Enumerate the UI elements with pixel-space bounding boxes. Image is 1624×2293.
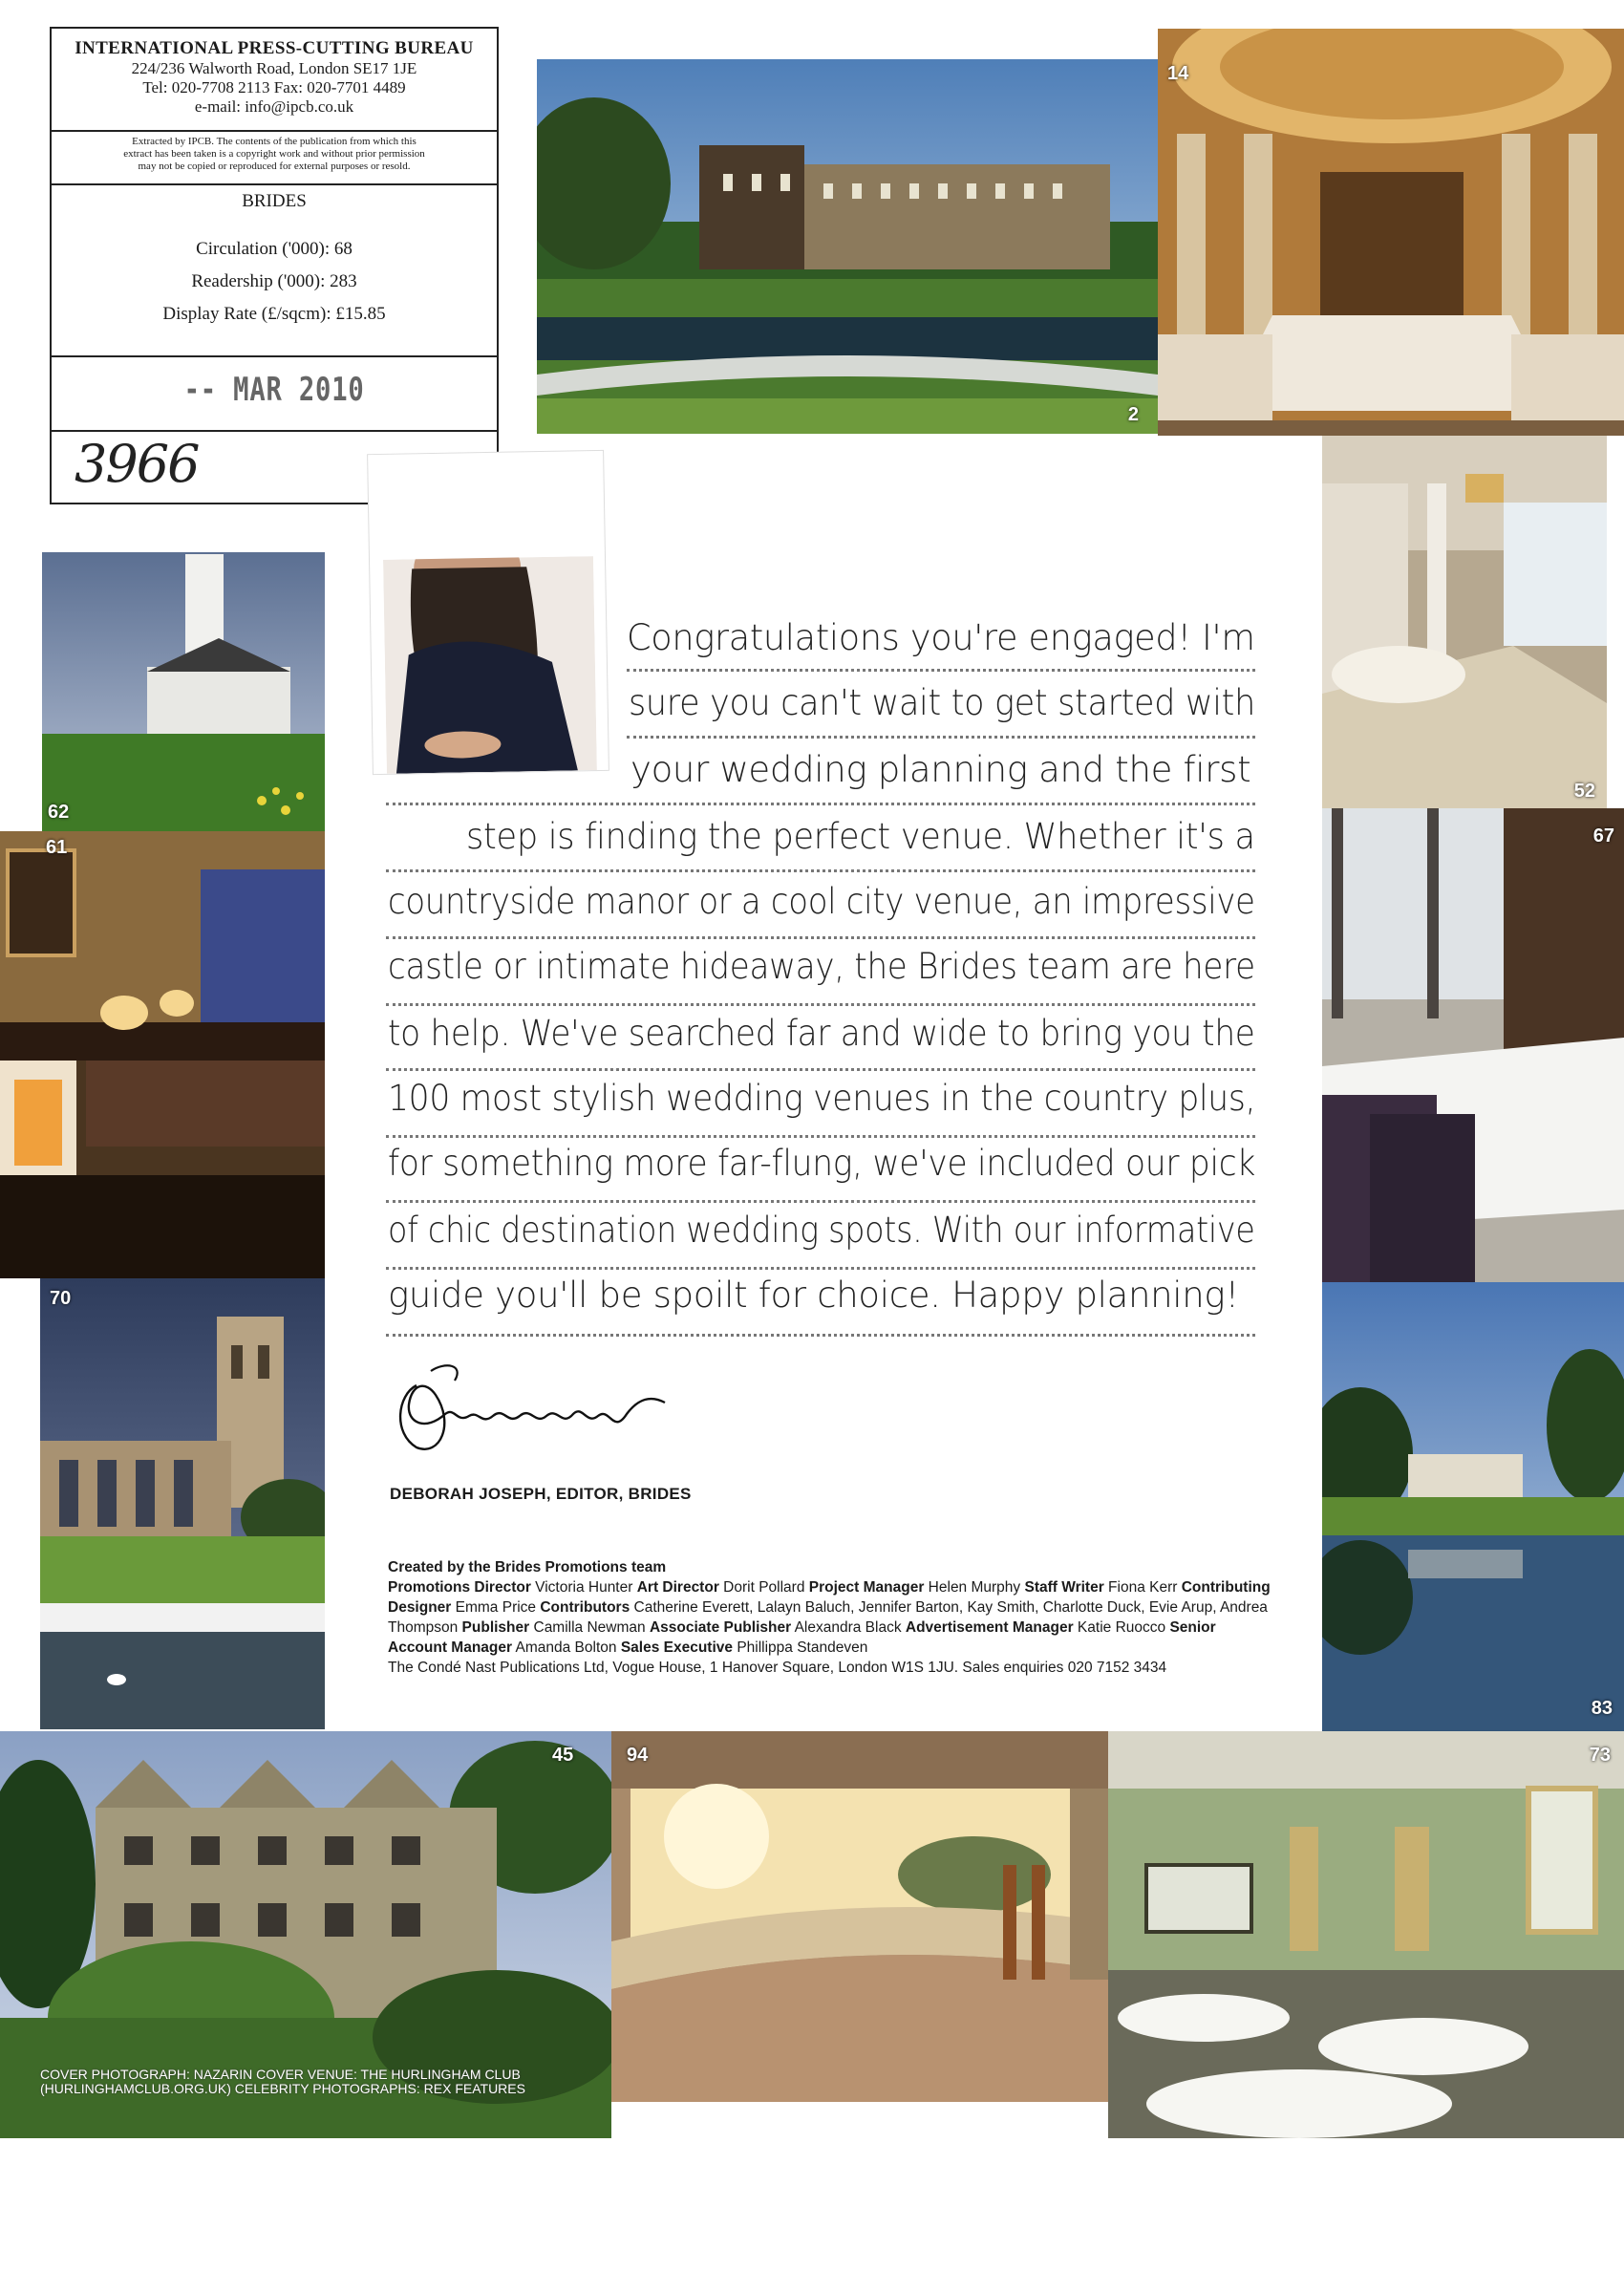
credit-names: Dorit Pollard — [718, 1579, 809, 1596]
stamp-readership: Readership ('000): 283 — [191, 271, 357, 291]
dining-room-image — [1322, 808, 1624, 1282]
credit-names: Victoria Hunter — [530, 1579, 637, 1596]
drawing-room-image — [0, 831, 325, 1278]
credit-names: Fiona Kerr — [1103, 1579, 1182, 1596]
dotted-rule — [386, 1267, 1255, 1270]
venue-photo-73 — [1108, 1731, 1624, 2138]
lighthouse-image — [42, 552, 325, 831]
credit-role: Art Director — [636, 1579, 719, 1596]
dotted-rule — [627, 669, 1255, 672]
credit-names: Emma Price — [451, 1599, 541, 1616]
editor-portrait-image — [383, 556, 597, 774]
venue-photo-2 — [537, 59, 1158, 434]
dotted-rule — [627, 736, 1255, 739]
credit-role: Project Manager — [808, 1579, 925, 1596]
letter-line: your wedding planning and the first — [630, 749, 1251, 790]
dotted-rule — [386, 1200, 1255, 1203]
credit-names: Amanda Bolton — [512, 1639, 621, 1656]
letter-line: for something more far-flung, we've included our pick — [388, 1143, 1256, 1184]
letter-line: castle or intimate hideaway, the Brides team are here — [388, 946, 1255, 987]
stamp-circulation: Circulation ('000): 68 — [196, 239, 353, 259]
manor-house-image — [537, 59, 1158, 434]
stamp-telfax: Tel: 020-7708 2113 Fax: 020-7701 4489 — [142, 78, 406, 96]
venue-number: 70 — [50, 1288, 72, 1309]
credit-role: Promotions Director — [388, 1579, 531, 1596]
credit-role: Associate Publisher — [649, 1619, 792, 1636]
letter-line: Congratulations you're engaged! I'm — [627, 617, 1255, 658]
stamp-copyright-line: Extracted by IPCB. The contents of the publication from which this — [132, 136, 417, 147]
editor-name: DEBORAH JOSEPH, EDITOR, BRIDES — [390, 1485, 692, 1503]
venue-number: 62 — [48, 802, 70, 823]
venue-number: 52 — [1573, 781, 1595, 802]
editor-portrait-frame — [368, 451, 609, 774]
lakeside-house-image — [1322, 1282, 1624, 1731]
press-cutting-stamp — [50, 27, 499, 504]
stamp-stats — [50, 183, 499, 357]
letter-line: step is finding the perfect venue. Whether it's a — [466, 816, 1255, 857]
terrace-sunset-image — [611, 1731, 1108, 2102]
credits-address: The Condé Nast Publications Ltd, Vogue House, 1 Hanover Square, London W1S 1JU. Sales enquiries 020 7152 3434 — [388, 1660, 1167, 1676]
banquet-hall-image — [1108, 1731, 1624, 2138]
cover-caption: COVER PHOTOGRAPH: NAZARIN COVER VENUE: THE HURLINGHAM CLUB (HURLINGHAMCLUB.ORG.UK) CELEBRITY PHOTOGRAPHS: REX FEATURES — [40, 2067, 525, 2096]
abbey-ruins-image — [40, 1278, 325, 1729]
credits-block — [388, 1557, 1276, 1678]
credit-role: Contributors — [540, 1599, 630, 1616]
letter-line: guide you'll be spoilt for choice. Happy planning! — [388, 1275, 1239, 1316]
venue-number: 2 — [1127, 404, 1139, 425]
venue-number: 14 — [1167, 63, 1189, 84]
stamp-date-box — [50, 355, 499, 432]
credit-names: Helen Murphy — [924, 1579, 1025, 1596]
credit-role: Publisher — [461, 1619, 530, 1636]
venue-photo-61 — [0, 831, 325, 1278]
credit-role: Contributing Designer — [388, 1579, 1271, 1616]
credits-heading — [388, 1557, 1276, 1577]
marble-hall-image — [1158, 29, 1624, 436]
stamp-date: -- MAR 2010 — [183, 371, 365, 409]
venue-photo-52 — [1322, 436, 1607, 808]
dotted-rule — [386, 1003, 1255, 1006]
dotted-rule — [386, 869, 1255, 872]
credit-role: Sales Executive — [620, 1639, 734, 1656]
stamp-copyright-line: extract has been taken is a copyright work and without prior permission — [123, 148, 425, 160]
venue-number: 61 — [46, 837, 68, 858]
venue-photo-67 — [1322, 808, 1624, 1282]
dotted-rule — [386, 936, 1255, 939]
credit-names: Phillippa Standeven — [733, 1639, 868, 1656]
letter-line: to help. We've searched far and wide to bring you the — [388, 1013, 1255, 1054]
credits-heading-text: Created by the Brides Promotions team — [388, 1559, 667, 1575]
letter-line: of chic destination wedding spots. With our informative — [388, 1210, 1255, 1251]
credit-names: Catherine Everett, Lalayn Baluch, Jennifer Barton, Kay Smith, Charlotte Duck, Evie Arup, Andrea Thompson — [388, 1599, 1268, 1636]
dotted-rule — [386, 803, 1255, 805]
venue-number: 83 — [1591, 1698, 1613, 1719]
stamp-copyright-line: may not be copied or reproduced for external purposes or resold. — [138, 161, 411, 172]
stamp-email: e-mail: info@ipcb.co.uk — [194, 97, 354, 116]
stamp-publication: BRIDES — [242, 191, 307, 211]
credit-names: Alexandra Black — [791, 1619, 906, 1636]
credit-names: Camilla Newman — [529, 1619, 650, 1636]
credits-body — [388, 1577, 1276, 1658]
venue-photo-94 — [611, 1731, 1108, 2102]
dotted-rule — [386, 1334, 1255, 1337]
credit-role: Staff Writer — [1024, 1579, 1104, 1596]
dotted-rule — [386, 1135, 1255, 1138]
venue-number: 73 — [1589, 1745, 1611, 1766]
letter-line: sure you can't wait to get started with — [629, 682, 1255, 723]
credit-names: Katie Ruocco — [1073, 1619, 1170, 1636]
stamp-copyright — [50, 130, 499, 185]
venue-photo-83 — [1322, 1282, 1624, 1731]
stamp-address: 224/236 Walworth Road, London SE17 1JE — [131, 59, 417, 77]
letter-line: countryside manor or a cool city venue, an impressive — [388, 881, 1255, 922]
letter-line: 100 most stylish wedding venues in the country plus, — [388, 1078, 1256, 1119]
stamp-bureau-name: INTERNATIONAL PRESS-CUTTING BUREAU — [75, 38, 474, 58]
stamp-display-rate: Display Rate (£/sqcm): £15.85 — [162, 304, 386, 324]
stamp-handwritten-number: 3966 — [75, 434, 199, 494]
credit-role: Senior Account Manager — [388, 1619, 1216, 1656]
venue-photo-14 — [1158, 29, 1624, 436]
venue-photo-62 — [42, 552, 325, 831]
stamp-header — [50, 27, 499, 132]
venue-number: 94 — [627, 1745, 649, 1766]
dotted-rule — [386, 1068, 1255, 1071]
venue-number: 45 — [552, 1745, 574, 1766]
venue-number: 67 — [1592, 825, 1614, 846]
venue-photo-70 — [40, 1278, 325, 1729]
credit-role: Advertisement Manager — [905, 1619, 1074, 1636]
bedroom-image — [1322, 436, 1607, 808]
editor-signature — [388, 1357, 674, 1462]
